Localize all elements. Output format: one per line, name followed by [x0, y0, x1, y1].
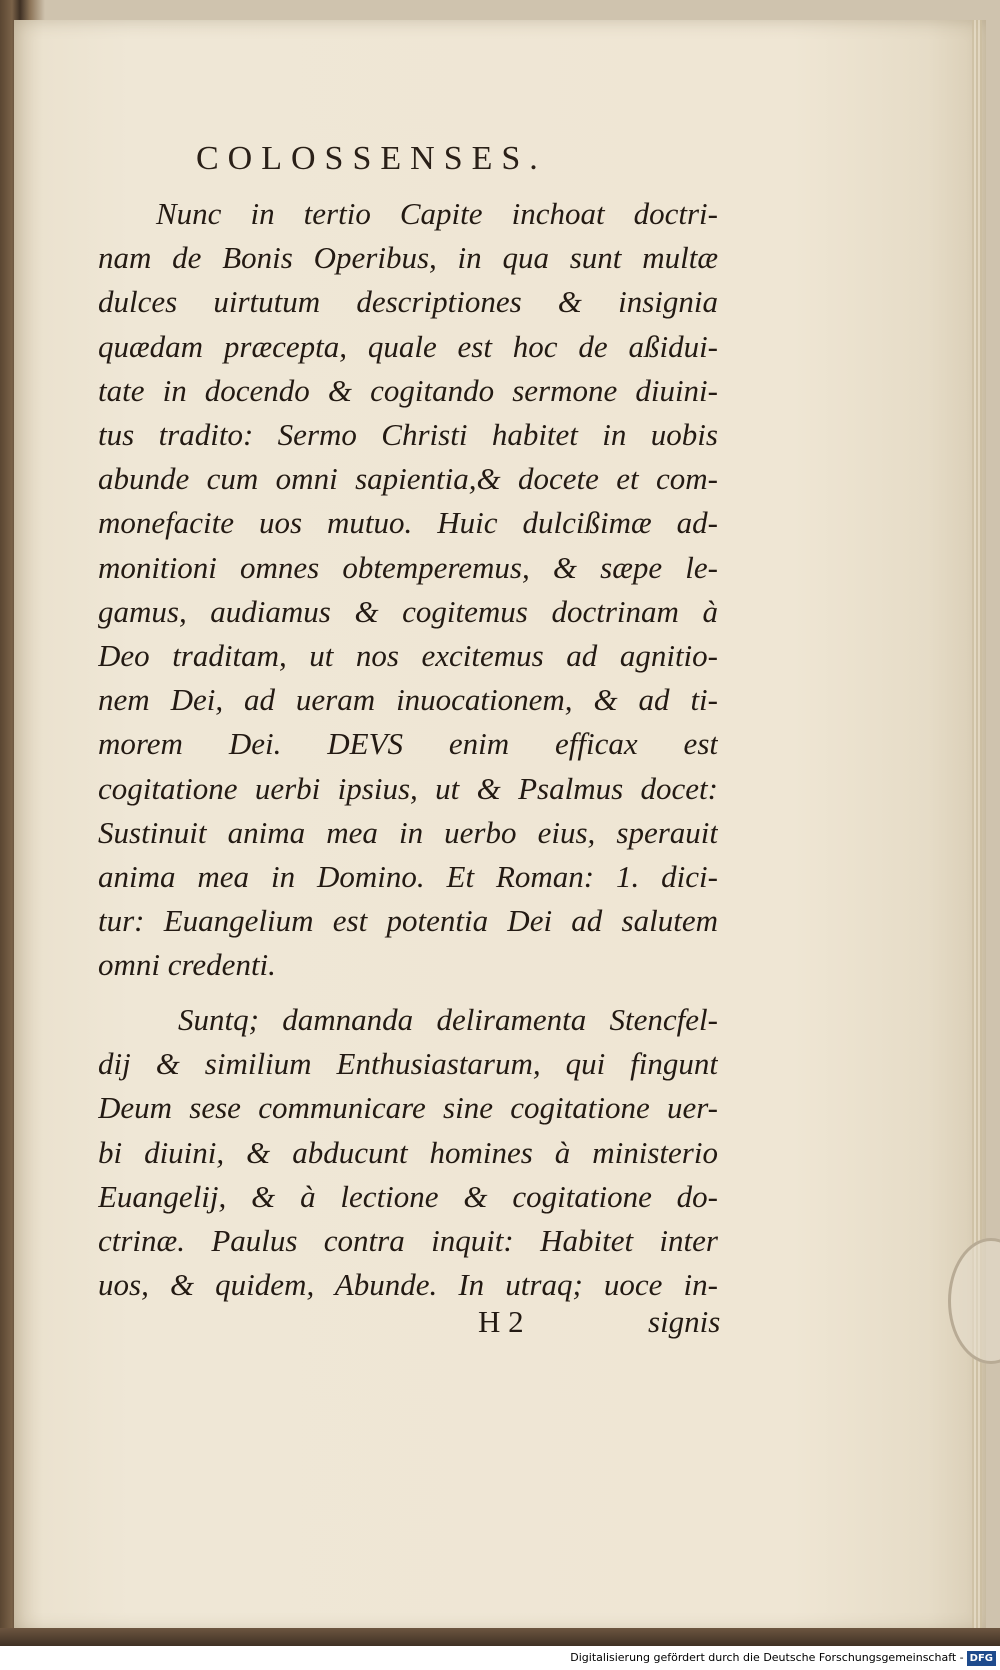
text-line: Sustinuit anima mea in uerbo eius, sperauit: [98, 814, 718, 850]
text-line: Euangelij, & à lectione & cogitatione do-: [98, 1178, 718, 1214]
text-line: anima mea in Domino. Et Roman: 1. dici-: [98, 859, 718, 895]
text-line: dulces uirtutum descriptiones & insignia: [98, 284, 718, 320]
footer-text: Digitalisierung gefördert durch die Deutsche Forschungsgemeinschaft -: [570, 1651, 964, 1664]
catchword: signis: [648, 1304, 721, 1339]
running-head: COLOSSENSES.: [196, 140, 547, 177]
binding-bottom-edge: [0, 1628, 1000, 1646]
text-line: cogitatione uerbi ipsius, ut & Psalmus docet:: [98, 770, 718, 806]
text-line: abunde cum omni sapientia,& docete et com-: [98, 461, 718, 497]
text-line: tur: Euangelium est potentia Dei ad salutem: [98, 903, 718, 939]
text-line: ctrinæ. Paulus contra inquit: Habitet inter: [98, 1223, 718, 1259]
text-line: monitioni omnes obtemperemus, & sæpe le-: [98, 549, 718, 585]
paragraph-2: [98, 998, 718, 1307]
text-line: monefacite uos mutuo. Huic dulcißimæ ad-: [98, 505, 718, 541]
digitization-footer: [0, 1646, 996, 1670]
text-line: Deo traditam, ut nos excitemus ad agnitio-: [98, 638, 718, 674]
dfg-logo: DFG: [967, 1651, 996, 1666]
text-line: morem Dei. DEVS enim efficax est: [98, 726, 718, 762]
signature-mark: H 2: [478, 1304, 524, 1339]
text-line: uos, & quidem, Abunde. In utraq; uoce in-: [98, 1267, 718, 1303]
text-line: Nunc in tertio Capite inchoat doctri-: [156, 196, 718, 231]
text-line: nem Dei, ad ueram inuocationem, & ad ti-: [98, 682, 718, 718]
page-footer-marks: [98, 1304, 721, 1348]
text-line: omni credenti.: [98, 947, 276, 983]
text-line: nam de Bonis Operibus, in qua sunt multæ: [98, 240, 718, 276]
text-line: Suntq; damnanda deliramenta Stencfel-: [178, 1002, 718, 1037]
text-line: quædam præcepta, quale est hoc de aßidui-: [98, 328, 718, 364]
text-line: Deum sese communicare sine cogitatione uer-: [98, 1090, 718, 1126]
text-line: tus tradito: Sermo Christi habitet in uobis: [98, 417, 718, 453]
text-line: dij & similium Enthusiastarum, qui fingunt: [98, 1046, 718, 1082]
text-line: gamus, audiamus & cogitemus doctrinam à: [98, 593, 718, 629]
paragraph-1: [98, 192, 718, 988]
text-line: tate in docendo & cogitando sermone diuini-: [98, 372, 718, 408]
page-edge-texture: [972, 20, 982, 1632]
text-line: bi diuini, & abducunt homines à ministerio: [98, 1134, 718, 1170]
